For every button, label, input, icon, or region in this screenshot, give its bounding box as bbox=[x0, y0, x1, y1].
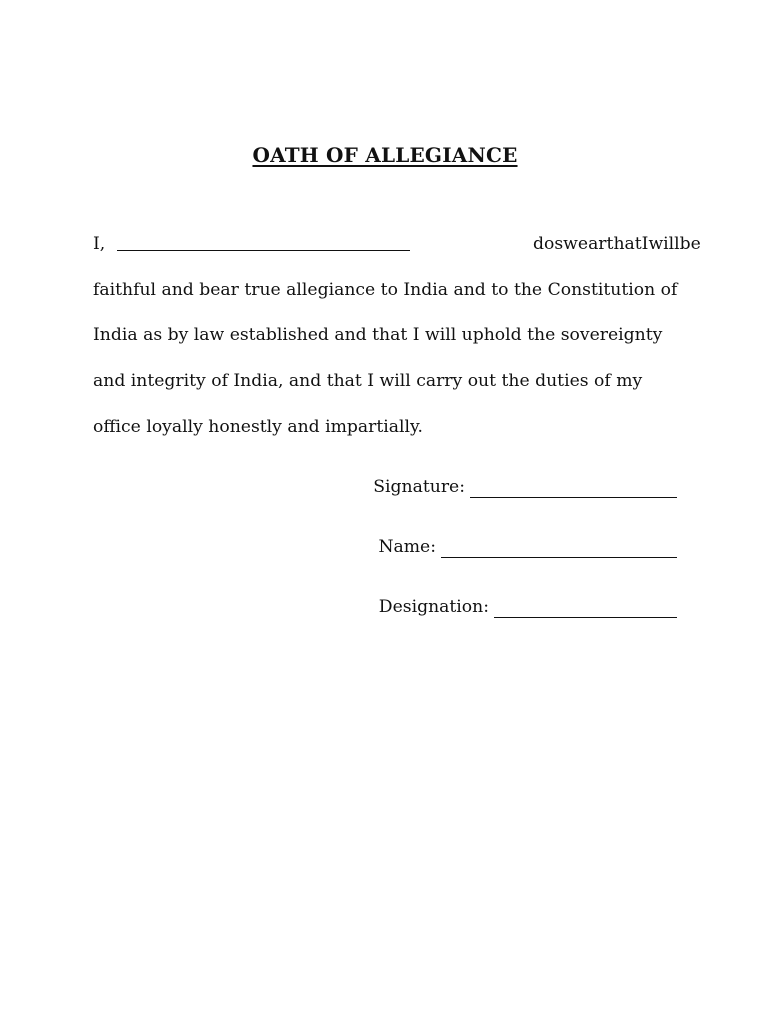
designation-field[interactable] bbox=[494, 601, 677, 618]
name-row bbox=[378, 536, 677, 558]
oath-line-1 bbox=[93, 233, 701, 255]
oath-line-3: India as by law established and that I will uphold the sovereignty bbox=[93, 325, 663, 345]
name-blank-line[interactable] bbox=[117, 250, 410, 251]
oath-line-2: faithful and bear true allegiance to India and to the Constitution of bbox=[93, 280, 678, 300]
oath-line-1-rest bbox=[533, 233, 701, 255]
oath-line-4: and integrity of India, and that I will carry out the duties of my bbox=[93, 371, 643, 391]
document-title: OATH OF ALLEGIANCE bbox=[252, 143, 518, 167]
oath-word: that bbox=[606, 234, 642, 254]
designation-label: Designation: bbox=[378, 597, 489, 617]
oath-word: be bbox=[679, 234, 701, 254]
oath-word: swear bbox=[554, 234, 607, 254]
oath-line-5: office loyally honestly and impartially. bbox=[93, 417, 423, 437]
designation-row bbox=[379, 596, 677, 618]
name-field[interactable] bbox=[441, 541, 677, 558]
name-label: Name: bbox=[378, 537, 436, 557]
signature-label: Signature: bbox=[373, 477, 465, 497]
signature-field[interactable] bbox=[470, 481, 677, 498]
signature-row bbox=[373, 476, 677, 498]
oath-word: will bbox=[648, 234, 680, 254]
oath-pronoun: I, bbox=[93, 234, 106, 254]
oath-word: do bbox=[533, 234, 555, 254]
oath-word: I bbox=[641, 234, 649, 254]
